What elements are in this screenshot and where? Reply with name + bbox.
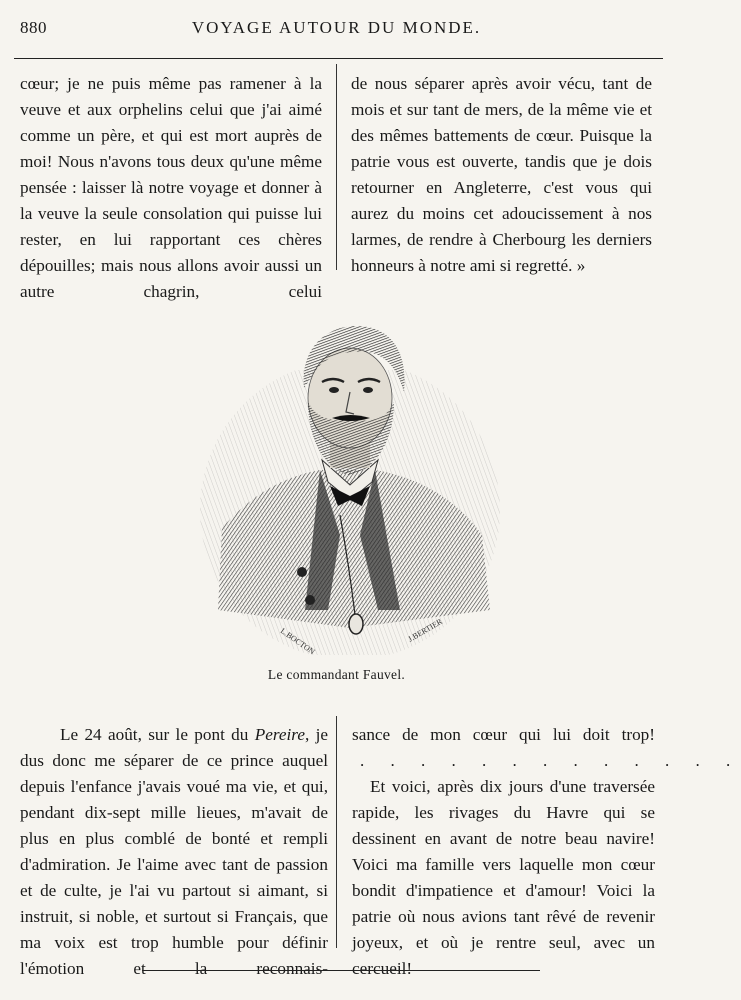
page-header — [14, 18, 659, 40]
column-divider-bottom — [336, 716, 337, 948]
top-left-column — [20, 71, 322, 305]
running-title: VOYAGE AUTOUR DU MONDE. — [191, 18, 482, 37]
column-divider-top — [336, 64, 337, 270]
svg-text:J.BERTIER: J.BERTIER — [406, 616, 444, 644]
bottom-left-paragraph — [20, 722, 328, 982]
header-rule — [14, 58, 663, 59]
closing-paragraph: Et voici, après dix jours d'une traversée rapide, les rivages du Havre qui se dessinent en avant de notre beau navire! Voici ma famille vers laquelle mon cœur bondit d'impatience et d'amour! Voici la patrie où nous avions tant rêvé de revenir joyeux, et où je rentre seul, avec un cercueil! — [352, 777, 655, 978]
paragraph-start: Le 24 août, sur le pont du — [60, 725, 255, 744]
continuation-line: sance de mon cœur qui lui doit trop! — [352, 725, 655, 744]
figure-caption: Le commandant Fauvel. — [267, 667, 406, 682]
top-right-column — [351, 71, 652, 279]
ellipsis-line: . . . . . . . . . . . . . — [360, 751, 741, 770]
portrait-engraving — [200, 310, 500, 655]
ship-name: Pereire — [254, 725, 305, 744]
bottom-right-column — [352, 722, 741, 982]
top-left-text: cœur; je ne puis même pas ramener à la veuve et aux orphelins celui que j'ai aimé comme un père, et qui est mort auprès de moi! Nous n'avons tous deux qu'une même pensée : laisser là notre voyage et donner à la veuve la seule consolation qui puisse lui rester, en lui rapportant ces chères dépouilles; mais nous allons avoir aussi un autre chagrin, celui — [20, 74, 322, 301]
page-number: 880 — [20, 18, 47, 37]
footer-rule — [142, 970, 540, 971]
svg-text:L.BOCTON: L.BOCTON — [278, 626, 317, 657]
bottom-left-column — [20, 722, 328, 982]
paragraph-rest: , je dus donc me séparer de ce prince auquel depuis l'enfance j'avais voué ma vie, et qui, pendant dix-sept mille lieues, m'avait de plus en plus comblé de bonté et rempli d'admiration. Je l'aime avec tant de passion et de culte, je l'ai vu partout si aimant, si instruit, si noble, et surtout si Français, que ma voix est trop humble pour définir l'émotion et la reconnais- — [20, 725, 329, 978]
top-right-text: de nous séparer après avoir vécu, tant de mois et sur tant de mers, de la même vie et des mêmes battements de cœur. Puisque la patrie vous est ouverte, tandis que je dois retourner en Angleterre, c'est vous qui aurez du moins cet adoucissement à nos larmes, de rendre à Cherbourg les derniers honneurs à notre ami si regretté. » — [351, 74, 652, 275]
